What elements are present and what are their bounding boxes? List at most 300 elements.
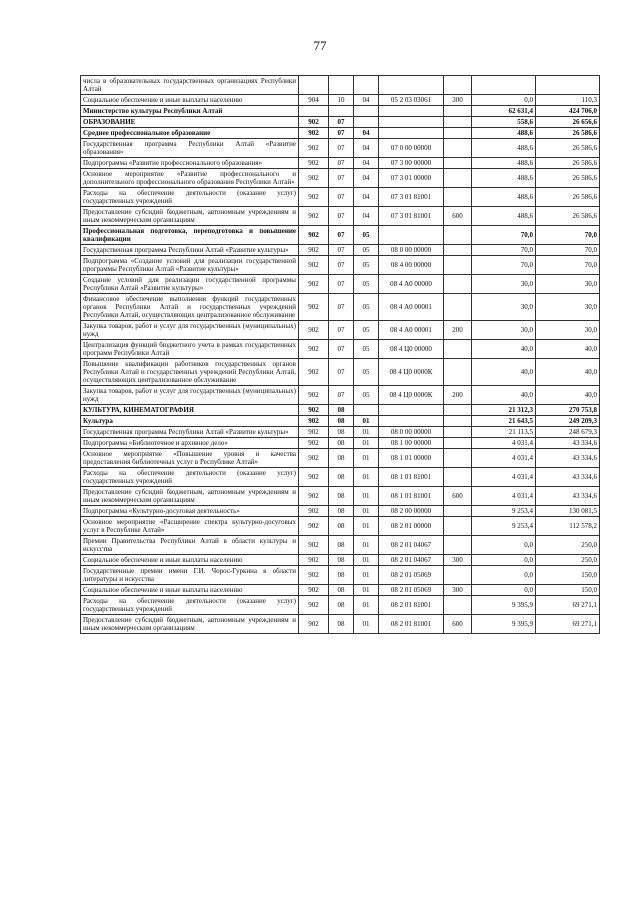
row-amount-year2: 69 271,1 (536, 615, 600, 634)
row-expense-type-code (444, 106, 472, 117)
row-expense-type-code: 600 (444, 207, 472, 226)
row-amount-year1: 0,0 (472, 555, 536, 566)
row-grbs-code: 902 (299, 188, 329, 207)
row-subsection-code: 01 (354, 506, 379, 517)
row-grbs-code: 902 (299, 585, 329, 596)
row-amount-year1: 21 643,5 (472, 416, 536, 427)
table-row (81, 386, 600, 405)
row-subsection-code (354, 405, 379, 416)
row-amount-year2: 26 586,6 (536, 169, 600, 188)
row-target-article-code (379, 76, 444, 95)
row-expense-type-code (444, 256, 472, 275)
row-expense-type-code: 300 (444, 555, 472, 566)
row-subsection-code: 05 (354, 245, 379, 256)
row-subsection-code: 01 (354, 615, 379, 634)
row-name: Государственные премии имени Г.И. Чорос-Гуркина в области литературы и искусства (81, 566, 299, 585)
row-section-code: 08 (329, 566, 354, 585)
row-expense-type-code: 300 (444, 95, 472, 106)
row-target-article-code: 08 4 А0 00001 (379, 294, 444, 321)
row-grbs-code: 902 (299, 245, 329, 256)
row-subsection-code: 01 (354, 596, 379, 615)
row-amount-year1: 30,0 (472, 294, 536, 321)
table-row (81, 566, 600, 585)
row-grbs-code: 902 (299, 468, 329, 487)
row-subsection-code: 05 (354, 340, 379, 359)
row-section-code: 07 (329, 256, 354, 275)
row-name: Создание условий для реализации государственной программы Республики Алтай «Развитие культуры» (81, 275, 299, 294)
row-section-code: 07 (329, 117, 354, 128)
row-section-code: 08 (329, 427, 354, 438)
row-name: Расходы на обеспечение деятельности (оказание услуг) государственных учреждений (81, 596, 299, 615)
row-amount-year1: 0,0 (472, 585, 536, 596)
row-subsection-code: 04 (354, 169, 379, 188)
table-row (81, 585, 600, 596)
row-amount-year1: 488,6 (472, 207, 536, 226)
row-name: Культура (81, 416, 299, 427)
row-target-article-code (379, 416, 444, 427)
row-grbs-code (299, 76, 329, 95)
row-name: Предоставление субсидий бюджетным, автономным учреждениям и иным некоммерческим организациям (81, 207, 299, 226)
row-amount-year1: 30,0 (472, 321, 536, 340)
row-expense-type-code (444, 245, 472, 256)
row-amount-year1: 62 631,4 (472, 106, 536, 117)
row-expense-type-code (444, 536, 472, 555)
row-section-code: 08 (329, 468, 354, 487)
row-expense-type-code (444, 596, 472, 615)
row-subsection-code: 01 (354, 438, 379, 449)
row-amount-year2: 270 753,8 (536, 405, 600, 416)
row-subsection-code: 01 (354, 585, 379, 596)
row-expense-type-code: 200 (444, 386, 472, 405)
row-grbs-code: 902 (299, 340, 329, 359)
row-expense-type-code (444, 76, 472, 95)
row-subsection-code (354, 106, 379, 117)
row-expense-type-code (444, 340, 472, 359)
row-name: Основное мероприятие «Расширение спектра культурно-досуговых услуг в Республике Алтай» (81, 517, 299, 536)
table-row (81, 117, 600, 128)
row-target-article-code: 08 2 01 00000 (379, 517, 444, 536)
table-row (81, 416, 600, 427)
row-expense-type-code (444, 405, 472, 416)
table-row (81, 427, 600, 438)
row-name: Основное мероприятие «Развитие профессионального и дополнительного профессионального образования Республики Алтай» (81, 169, 299, 188)
row-expense-type-code (444, 158, 472, 169)
row-name: Подпрограмма «Библиотечное и архивное дело» (81, 438, 299, 449)
row-section-code: 07 (329, 275, 354, 294)
row-grbs-code: 902 (299, 256, 329, 275)
row-name: Министерство культуры Республики Алтай (81, 106, 299, 117)
row-subsection-code: 04 (354, 188, 379, 207)
row-amount-year2: 43 334,6 (536, 438, 600, 449)
row-grbs-code: 902 (299, 427, 329, 438)
row-subsection-code: 05 (354, 386, 379, 405)
row-target-article-code: 08 2 01 04067 (379, 555, 444, 566)
row-subsection-code: 01 (354, 468, 379, 487)
row-name: Закупка товаров, работ и услуг для государственных (муниципальных) нужд (81, 321, 299, 340)
row-name: Государственная программа Республики Алтай «Развитие образования» (81, 139, 299, 158)
table-row (81, 506, 600, 517)
row-amount-year1: 9 253,4 (472, 517, 536, 536)
row-section-code: 07 (329, 245, 354, 256)
row-target-article-code: 08 2 00 00000 (379, 506, 444, 517)
row-target-article-code: 08 1 01 00000 (379, 449, 444, 468)
row-amount-year1 (472, 76, 536, 95)
row-grbs-code: 902 (299, 615, 329, 634)
row-subsection-code: 05 (354, 359, 379, 386)
row-amount-year2: 112 578,2 (536, 517, 600, 536)
row-target-article-code (379, 106, 444, 117)
row-subsection-code: 05 (354, 321, 379, 340)
table-body (81, 76, 600, 634)
row-amount-year2: 40,0 (536, 359, 600, 386)
row-name: Повышение квалификации работников государственных органов Республики Алтай и государственных учреждений Республики Алтай, осуществляющих централизованное обслуживание (81, 359, 299, 386)
row-expense-type-code: 600 (444, 615, 472, 634)
row-amount-year2: 150,0 (536, 585, 600, 596)
row-target-article-code: 08 0 00 00000 (379, 427, 444, 438)
row-grbs-code: 902 (299, 226, 329, 245)
row-subsection-code: 01 (354, 449, 379, 468)
row-amount-year2: 110,3 (536, 95, 600, 106)
table-row (81, 256, 600, 275)
row-grbs-code: 902 (299, 386, 329, 405)
table-row (81, 468, 600, 487)
row-target-article-code: 07 3 01 81001 (379, 188, 444, 207)
row-amount-year1: 30,0 (472, 275, 536, 294)
row-amount-year2: 70,0 (536, 226, 600, 245)
row-target-article-code: 08 2 01 81001 (379, 596, 444, 615)
row-name: Централизация функций бюджетного учета в рамках государственных программ Республики Алтай (81, 340, 299, 359)
row-target-article-code (379, 226, 444, 245)
row-amount-year1: 4 031,4 (472, 487, 536, 506)
row-name: Подпрограмма «Создание условий для реализации государственной программы Республики Алтай «Развитие культуры» (81, 256, 299, 275)
row-subsection-code: 04 (354, 207, 379, 226)
row-amount-year2: 26 586,6 (536, 158, 600, 169)
row-amount-year1: 70,0 (472, 256, 536, 275)
row-amount-year2: 26 586,6 (536, 207, 600, 226)
row-amount-year2: 30,0 (536, 321, 600, 340)
row-section-code: 08 (329, 585, 354, 596)
row-target-article-code (379, 405, 444, 416)
row-expense-type-code (444, 139, 472, 158)
row-amount-year2: 43 334,6 (536, 468, 600, 487)
row-subsection-code: 05 (354, 226, 379, 245)
row-section-code: 07 (329, 359, 354, 386)
row-section-code: 07 (329, 128, 354, 139)
row-name: Подпрограмма «Культурно-досуговая деятельность» (81, 506, 299, 517)
table-row (81, 106, 600, 117)
row-section-code: 07 (329, 158, 354, 169)
row-amount-year2: 70,0 (536, 245, 600, 256)
table-row (81, 449, 600, 468)
row-section-code: 07 (329, 386, 354, 405)
row-name: Профессиональная подготовка, переподготовка и повышение квалификации (81, 226, 299, 245)
row-expense-type-code (444, 275, 472, 294)
row-target-article-code: 08 4 00 00000 (379, 256, 444, 275)
row-name: Социальное обеспечение и иные выплаты населению (81, 585, 299, 596)
row-expense-type-code (444, 566, 472, 585)
row-grbs-code: 902 (299, 275, 329, 294)
row-target-article-code: 08 2 01 05069 (379, 585, 444, 596)
row-amount-year2: 249 209,3 (536, 416, 600, 427)
row-section-code: 07 (329, 207, 354, 226)
row-amount-year2: 130 081,5 (536, 506, 600, 517)
table-row (81, 438, 600, 449)
row-section-code: 07 (329, 188, 354, 207)
row-amount-year2: 26 586,6 (536, 188, 600, 207)
row-amount-year1: 70,0 (472, 245, 536, 256)
table-row (81, 555, 600, 566)
row-amount-year2: 26 656,6 (536, 117, 600, 128)
row-grbs-code: 902 (299, 566, 329, 585)
table-row (81, 158, 600, 169)
row-target-article-code: 08 1 00 00000 (379, 438, 444, 449)
table-row (81, 294, 600, 321)
row-name: Расходы на обеспечение деятельности (оказание услуг) государственных учреждений (81, 468, 299, 487)
row-subsection-code (354, 76, 379, 95)
table-row (81, 405, 600, 416)
row-subsection-code: 04 (354, 139, 379, 158)
row-grbs-code: 902 (299, 517, 329, 536)
row-expense-type-code: 200 (444, 321, 472, 340)
row-section-code: 07 (329, 294, 354, 321)
row-grbs-code: 902 (299, 158, 329, 169)
row-target-article-code: 08 1 01 81001 (379, 487, 444, 506)
row-subsection-code: 04 (354, 158, 379, 169)
row-name: Социальное обеспечение и иные выплаты населению (81, 95, 299, 106)
row-grbs-code: 902 (299, 449, 329, 468)
row-target-article-code: 08 4 Ц0 0000К (379, 386, 444, 405)
row-section-code: 08 (329, 517, 354, 536)
row-amount-year2: 40,0 (536, 340, 600, 359)
table-row (81, 340, 600, 359)
row-section-code: 07 (329, 169, 354, 188)
row-expense-type-code (444, 449, 472, 468)
table-row (81, 245, 600, 256)
row-grbs-code: 902 (299, 438, 329, 449)
table-row (81, 321, 600, 340)
row-grbs-code: 902 (299, 359, 329, 386)
table-row (81, 76, 600, 95)
row-amount-year2: 248 679,3 (536, 427, 600, 438)
row-target-article-code: 08 4 А0 00001 (379, 321, 444, 340)
table-row (81, 275, 600, 294)
row-section-code: 08 (329, 615, 354, 634)
row-expense-type-code (444, 427, 472, 438)
row-name: Социальное обеспечение и иные выплаты населению (81, 555, 299, 566)
row-amount-year2: 43 334,6 (536, 449, 600, 468)
row-amount-year1: 0,0 (472, 95, 536, 106)
row-grbs-code: 902 (299, 416, 329, 427)
row-section-code (329, 106, 354, 117)
row-amount-year2: 70,0 (536, 256, 600, 275)
row-section-code: 08 (329, 449, 354, 468)
row-grbs-code: 902 (299, 169, 329, 188)
row-name: Подпрограмма «Развитие профессионального образования» (81, 158, 299, 169)
row-section-code: 08 (329, 506, 354, 517)
row-expense-type-code (444, 416, 472, 427)
row-amount-year2: 30,0 (536, 275, 600, 294)
row-target-article-code: 08 0 00 00000 (379, 245, 444, 256)
row-target-article-code: 08 2 01 81001 (379, 615, 444, 634)
row-amount-year1: 488,6 (472, 188, 536, 207)
row-amount-year2: 424 706,0 (536, 106, 600, 117)
row-name: Государственная программа Республики Алтай «Развитие культуры» (81, 245, 299, 256)
table-row (81, 207, 600, 226)
row-subsection-code: 01 (354, 416, 379, 427)
row-amount-year1: 40,0 (472, 359, 536, 386)
row-amount-year1: 488,6 (472, 128, 536, 139)
row-subsection-code: 05 (354, 256, 379, 275)
row-name: Государственная программа Республики Алтай «Развитие культуры» (81, 427, 299, 438)
row-section-code: 08 (329, 536, 354, 555)
row-grbs-code (299, 106, 329, 117)
row-subsection-code: 01 (354, 566, 379, 585)
table-row (81, 359, 600, 386)
row-grbs-code: 902 (299, 139, 329, 158)
row-grbs-code: 902 (299, 596, 329, 615)
row-amount-year1: 4 031,4 (472, 449, 536, 468)
row-target-article-code: 08 4 А0 00000 (379, 275, 444, 294)
row-grbs-code: 902 (299, 506, 329, 517)
row-grbs-code: 902 (299, 405, 329, 416)
row-name: Основное мероприятие «Повышение уровня и качества предоставления библиотечных услуг в Республике Алтай» (81, 449, 299, 468)
row-subsection-code: 04 (354, 95, 379, 106)
row-expense-type-code (444, 359, 472, 386)
row-amount-year1: 0,0 (472, 536, 536, 555)
row-section-code (329, 76, 354, 95)
table-row (81, 128, 600, 139)
table-row (81, 226, 600, 245)
row-name: Среднее профессиональное образование (81, 128, 299, 139)
row-amount-year2: 250,0 (536, 536, 600, 555)
row-amount-year1: 9 253,4 (472, 506, 536, 517)
row-expense-type-code (444, 468, 472, 487)
row-name: ОБРАЗОВАНИЕ (81, 117, 299, 128)
row-name: Премии Правительства Республики Алтай в области культуры и искусства (81, 536, 299, 555)
row-target-article-code: 07 3 00 00000 (379, 158, 444, 169)
table-row (81, 169, 600, 188)
table-row (81, 188, 600, 207)
row-expense-type-code (444, 506, 472, 517)
row-subsection-code: 05 (354, 275, 379, 294)
row-section-code: 08 (329, 555, 354, 566)
table-row (81, 615, 600, 634)
row-amount-year2: 69 271,1 (536, 596, 600, 615)
row-subsection-code (354, 117, 379, 128)
row-subsection-code: 01 (354, 487, 379, 506)
row-grbs-code: 902 (299, 487, 329, 506)
row-amount-year1: 4 031,4 (472, 468, 536, 487)
row-expense-type-code (444, 188, 472, 207)
row-target-article-code: 08 2 01 05069 (379, 566, 444, 585)
table-row (81, 596, 600, 615)
row-expense-type-code (444, 226, 472, 245)
row-name: Предоставление субсидий бюджетным, автономным учреждениям и иным некоммерческим организациям (81, 487, 299, 506)
table-row (81, 536, 600, 555)
row-expense-type-code (444, 517, 472, 536)
row-name: КУЛЬТУРА, КИНЕМАТОГРАФИЯ (81, 405, 299, 416)
row-amount-year1: 21 312,3 (472, 405, 536, 416)
row-amount-year2: 43 334,6 (536, 487, 600, 506)
row-subsection-code: 01 (354, 427, 379, 438)
budget-table (80, 75, 600, 634)
row-section-code: 07 (329, 321, 354, 340)
row-target-article-code: 07 3 01 00000 (379, 169, 444, 188)
row-name: числа в образовательных государственных организациях Республики Алтай (81, 76, 299, 95)
row-section-code: 08 (329, 596, 354, 615)
row-amount-year1: 0,0 (472, 566, 536, 585)
row-section-code: 08 (329, 416, 354, 427)
row-grbs-code: 902 (299, 536, 329, 555)
row-grbs-code: 902 (299, 294, 329, 321)
row-amount-year1: 488,6 (472, 139, 536, 158)
row-amount-year2: 26 586,6 (536, 139, 600, 158)
row-amount-year1: 488,6 (472, 169, 536, 188)
row-target-article-code: 08 4 Ц0 0000К (379, 359, 444, 386)
row-expense-type-code (444, 438, 472, 449)
page-number: 77 (313, 38, 327, 53)
row-grbs-code: 902 (299, 321, 329, 340)
row-name: Закупка товаров, работ и услуг для государственных (муниципальных) нужд (81, 386, 299, 405)
row-amount-year2: 26 586,6 (536, 128, 600, 139)
row-name: Предоставление субсидий бюджетным, автономным учреждениям и иным некоммерческим организациям (81, 615, 299, 634)
row-grbs-code: 902 (299, 128, 329, 139)
row-target-article-code: 08 4 Ц0 00000 (379, 340, 444, 359)
row-section-code: 10 (329, 95, 354, 106)
row-grbs-code: 902 (299, 555, 329, 566)
row-amount-year2: 150,0 (536, 566, 600, 585)
row-section-code: 08 (329, 438, 354, 449)
row-amount-year1: 488,6 (472, 158, 536, 169)
row-subsection-code: 01 (354, 536, 379, 555)
row-target-article-code: 08 2 01 04067 (379, 536, 444, 555)
row-section-code: 07 (329, 340, 354, 359)
row-grbs-code: 902 (299, 117, 329, 128)
row-amount-year1: 4 031,4 (472, 438, 536, 449)
row-section-code: 08 (329, 487, 354, 506)
table-row (81, 95, 600, 106)
table-row (81, 517, 600, 536)
row-target-article-code: 07 3 01 81001 (379, 207, 444, 226)
row-expense-type-code (444, 117, 472, 128)
row-amount-year1: 40,0 (472, 386, 536, 405)
row-subsection-code: 04 (354, 128, 379, 139)
row-amount-year2: 250,0 (536, 555, 600, 566)
row-target-article-code: 07 0 00 00000 (379, 139, 444, 158)
table-row (81, 139, 600, 158)
row-expense-type-code (444, 169, 472, 188)
row-amount-year1: 21 113,5 (472, 427, 536, 438)
row-target-article-code: 05 2 03 03061 (379, 95, 444, 106)
row-section-code: 08 (329, 405, 354, 416)
row-amount-year1: 9 395,9 (472, 615, 536, 634)
row-name: Финансовое обеспечение выполнения функций государственных органов Республики Алтай и государственных учреждений Республики Алтай, осуществляющих централизованное обслуживание (81, 294, 299, 321)
row-amount-year1: 9 395,9 (472, 596, 536, 615)
row-amount-year1: 40,0 (472, 340, 536, 359)
row-amount-year1: 558,6 (472, 117, 536, 128)
row-grbs-code: 902 (299, 207, 329, 226)
row-section-code: 07 (329, 139, 354, 158)
row-expense-type-code: 600 (444, 487, 472, 506)
row-amount-year2 (536, 76, 600, 95)
row-amount-year2: 40,0 (536, 386, 600, 405)
row-target-article-code (379, 128, 444, 139)
table-row (81, 487, 600, 506)
row-subsection-code: 01 (354, 555, 379, 566)
row-target-article-code (379, 117, 444, 128)
row-name: Расходы на обеспечение деятельности (оказание услуг) государственных учреждений (81, 188, 299, 207)
row-target-article-code: 08 1 01 81001 (379, 468, 444, 487)
